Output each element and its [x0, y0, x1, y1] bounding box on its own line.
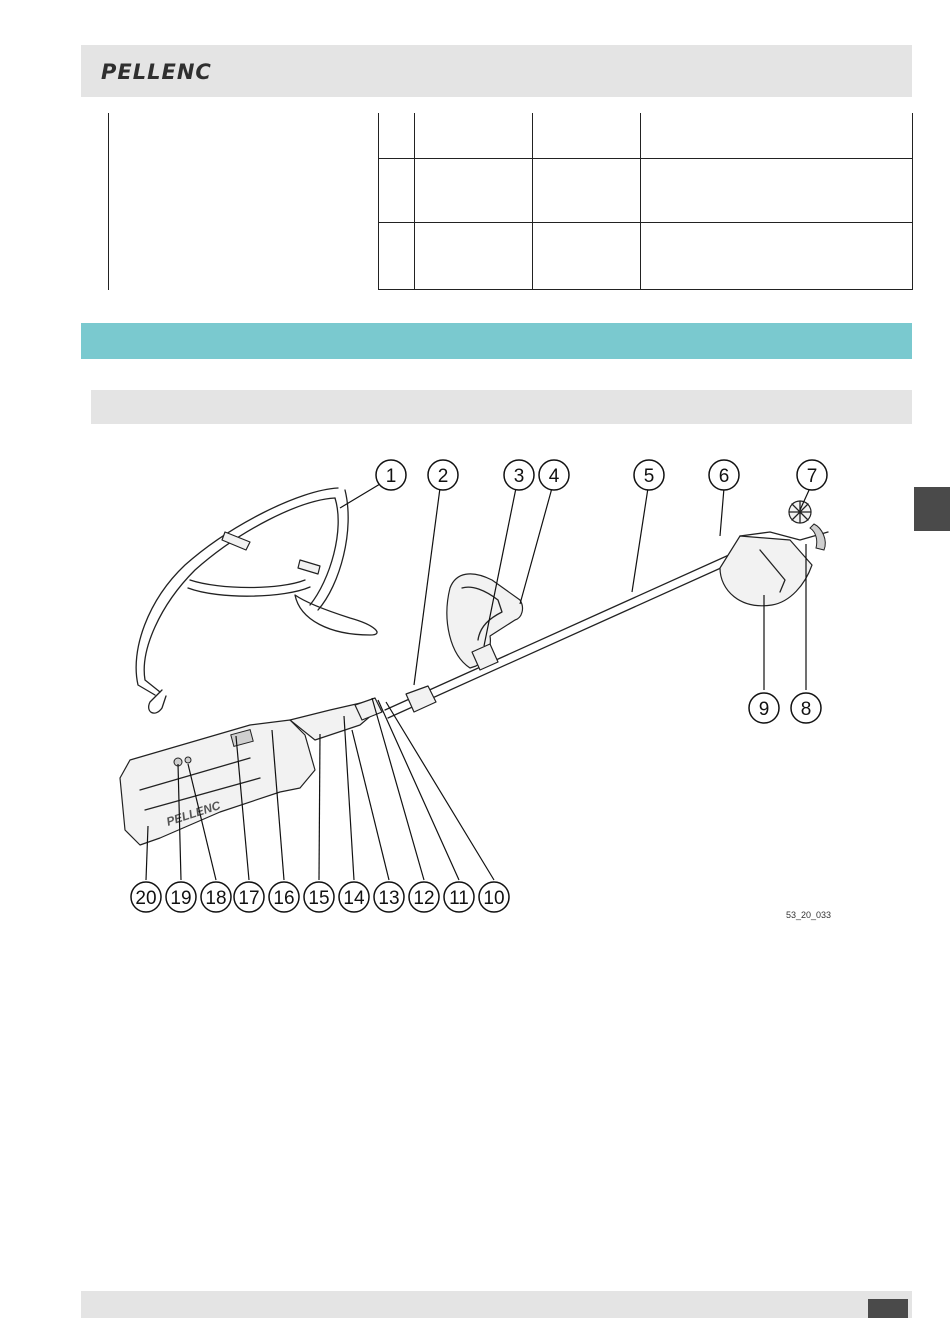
- svg-text:18: 18: [205, 888, 227, 909]
- shaft-drawing: [385, 550, 743, 718]
- callout-17: [234, 882, 264, 912]
- page-number-tab: [868, 1299, 908, 1318]
- svg-text:14: 14: [343, 888, 365, 909]
- svg-text:13: 13: [378, 888, 400, 909]
- callout-19: [166, 882, 196, 912]
- svg-text:2: 2: [437, 466, 449, 487]
- chapter-tab: [914, 487, 950, 531]
- callout-8: [791, 693, 821, 723]
- section-heading-bar: [81, 323, 912, 359]
- table-cell: [379, 113, 415, 159]
- svg-text:7: 7: [806, 466, 818, 487]
- svg-text:12: 12: [413, 888, 435, 909]
- callout-5: [634, 460, 664, 490]
- handle-drawing: [447, 574, 523, 670]
- svg-text:5: 5: [643, 466, 655, 487]
- table-cell: [533, 223, 641, 290]
- spec-table: [108, 113, 913, 290]
- table-cell: [641, 113, 913, 159]
- callout-18: [201, 882, 231, 912]
- brand-logo: PELLENC: [101, 60, 212, 84]
- callout-10: [479, 882, 509, 912]
- callout-2: [428, 460, 458, 490]
- svg-text:11: 11: [449, 888, 469, 909]
- table-cell: [641, 159, 913, 223]
- svg-text:3: 3: [513, 466, 525, 487]
- callout-1: [376, 460, 406, 490]
- figure-reference-code: 53_20_033: [786, 910, 832, 920]
- table-cell: [379, 223, 415, 290]
- device-logo: PELLENC: [164, 798, 223, 829]
- svg-text:1: 1: [385, 466, 397, 487]
- table-cell: [641, 223, 913, 290]
- callout-12: [409, 882, 439, 912]
- table-cell: [415, 159, 533, 223]
- callout-4: [539, 460, 569, 490]
- callout-6: [709, 460, 739, 490]
- callout-14: [339, 882, 369, 912]
- callout-15: [304, 882, 334, 912]
- table-cell: [415, 113, 533, 159]
- callout-11: [444, 882, 474, 912]
- svg-text:10: 10: [483, 888, 505, 909]
- callout-20: [131, 882, 161, 912]
- svg-text:20: 20: [135, 888, 157, 909]
- callout-3: [504, 460, 534, 490]
- svg-text:4: 4: [548, 466, 560, 487]
- brush-cutter-illustration: [100, 440, 860, 940]
- cutting-head-drawing: [720, 501, 828, 606]
- svg-text:15: 15: [308, 888, 330, 909]
- table-cell: [533, 159, 641, 223]
- svg-text:17: 17: [238, 888, 260, 909]
- callout-13: [374, 882, 404, 912]
- motor-housing-drawing: [120, 698, 382, 845]
- subsection-heading-bar: [91, 390, 912, 424]
- harness-drawing: [136, 488, 377, 713]
- svg-text:9: 9: [758, 699, 770, 720]
- callout-7: [797, 460, 827, 490]
- svg-text:19: 19: [170, 888, 192, 909]
- table-cell: [379, 159, 415, 223]
- page-footer: [81, 1291, 912, 1318]
- table-row: [109, 113, 913, 159]
- callout-9: [749, 693, 779, 723]
- svg-text:8: 8: [800, 699, 812, 720]
- page-header: [81, 45, 912, 97]
- svg-text:16: 16: [273, 888, 295, 909]
- svg-text:6: 6: [718, 466, 730, 487]
- callout-16: [269, 882, 299, 912]
- table-cell: [415, 223, 533, 290]
- table-cell: [533, 113, 641, 159]
- table-cell: [109, 113, 379, 290]
